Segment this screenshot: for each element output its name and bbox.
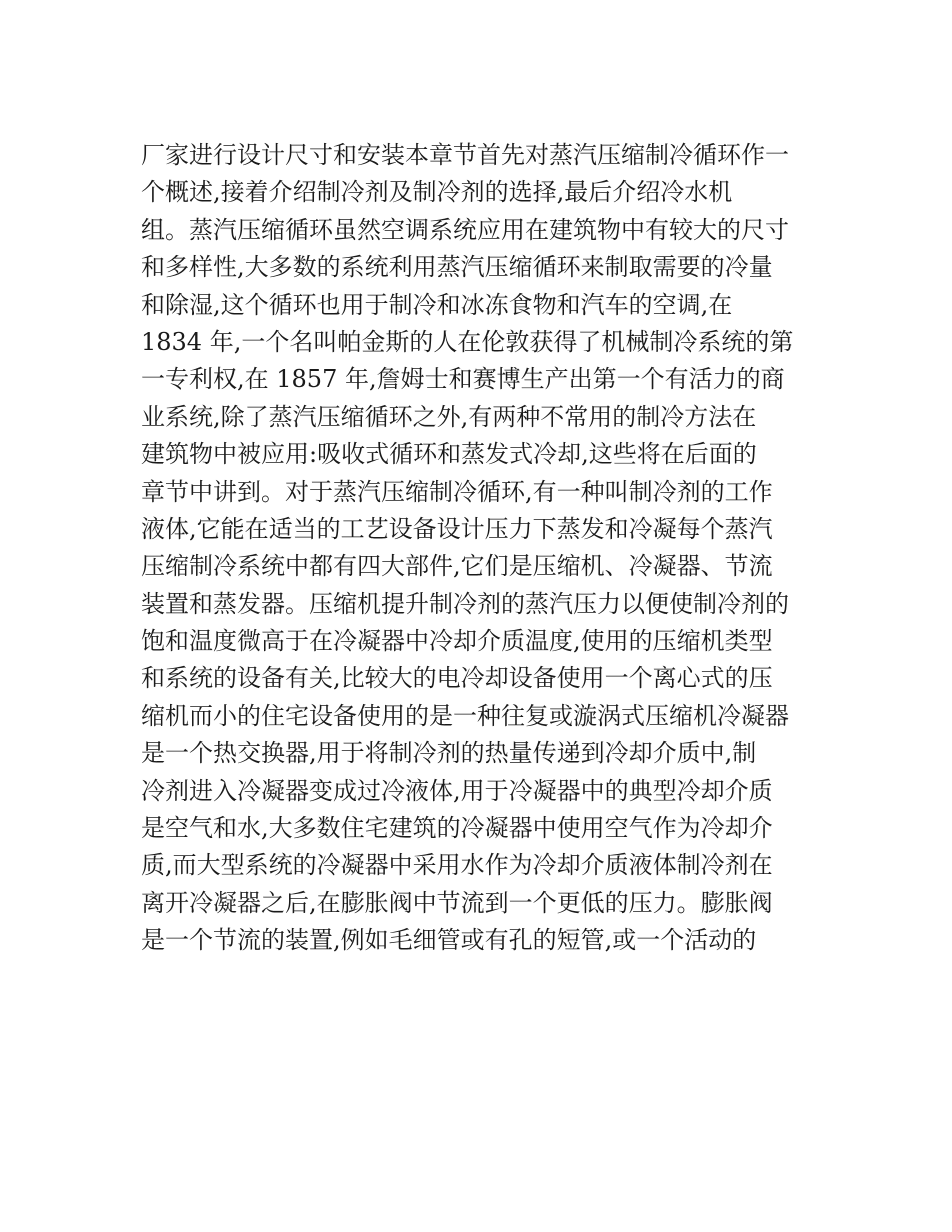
text-line: 饱和温度微高于在冷凝器中冷却介质温度,使用的压缩机类型 xyxy=(141,627,773,656)
text-line: 是空气和水,大多数住宅建筑的冷凝器中使用空气作为冷却介 xyxy=(141,814,773,843)
text-line: 是一个节流的装置,例如毛细管或有孔的短管,或一个活动的 xyxy=(141,926,757,955)
text-line: 是一个热交换器,用于将制冷剂的热量传递到冷却介质中,制 xyxy=(141,739,757,768)
text-line: 冷剂进入冷凝器变成过冷液体,用于冷凝器中的典型冷却介质 xyxy=(141,776,773,805)
text-line: 厂家进行设计尺寸和安装本章节首先对蒸汽压缩制冷循环作一 xyxy=(141,141,789,169)
text-line: 和除湿,这个循环也用于制冷和冰冻食物和汽车的空调,在 xyxy=(141,290,733,319)
text-line: 组。蒸汽压缩循环虽然空调系统应用在建筑物中有较大的尺寸 xyxy=(141,215,789,244)
text-line: 个概述,接着介绍制冷剂及制冷剂的选择,最后介绍冷水机 xyxy=(141,178,733,207)
text-line: 一专利权,在 1857 年,詹姆士和赛博生产出第一个有活力的商 xyxy=(141,365,785,394)
text-line: 质,而大型系统的冷凝器中采用水作为冷却介质液体制冷剂在 xyxy=(141,851,773,880)
text-line: 液体,它能在适当的工艺设备设计压力下蒸发和冷凝每个蒸汽 xyxy=(141,514,773,543)
body-paragraph xyxy=(141,137,821,960)
text-line: 离开冷凝器之后,在膨胀阀中节流到一个更低的压力。膨胀阀 xyxy=(141,888,773,917)
text-line: 和系统的设备有关,比较大的电冷却设备使用一个离心式的压 xyxy=(141,664,773,693)
text-line: 压缩制冷系统中都有四大部件,它们是压缩机、冷凝器、节流 xyxy=(141,552,773,581)
text-line: 和多样性,大多数的系统利用蒸汽压缩循环来制取需要的冷量 xyxy=(141,253,773,282)
text-line: 建筑物中被应用:吸收式循环和蒸发式冷却,这些将在后面的 xyxy=(141,440,757,469)
text-line: 1834 年,一个名叫帕金斯的人在伦敦获得了机械制冷系统的第 xyxy=(141,327,794,356)
text-line: 章节中讲到。对于蒸汽压缩制冷循环,有一种叫制冷剂的工作 xyxy=(141,477,773,506)
text-line: 装置和蒸发器。压缩机提升制冷剂的蒸汽压力以便使制冷剂的 xyxy=(141,589,789,618)
text-line: 业系统,除了蒸汽压缩循环之外,有两种不常用的制冷方法在 xyxy=(141,402,757,431)
text-line: 缩机而小的住宅设备使用的是一种往复或漩涡式压缩机冷凝器 xyxy=(141,701,789,730)
